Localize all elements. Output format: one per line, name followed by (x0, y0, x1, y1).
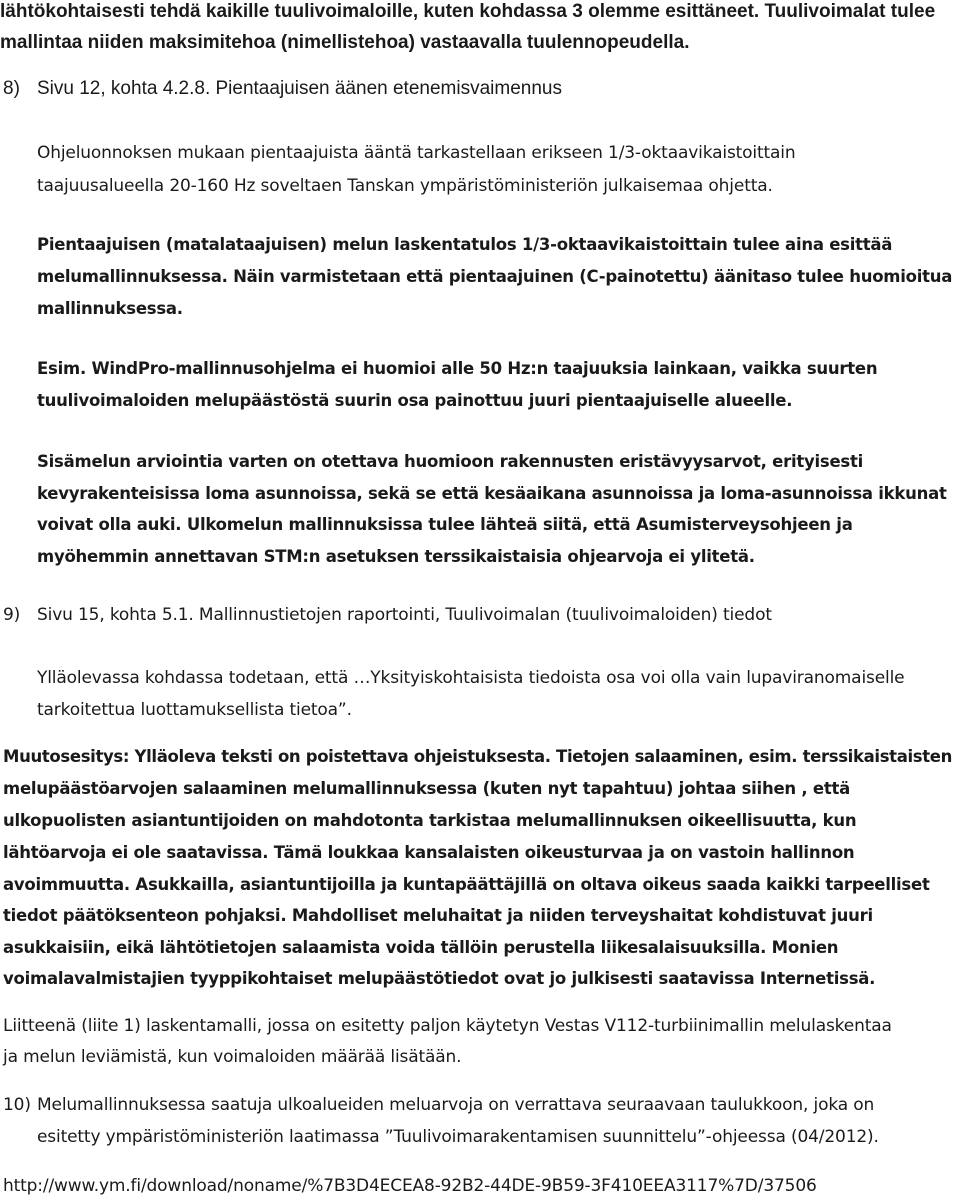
paragraph-line: Ohjeluonnoksen mukaan pientaajuista ääntä tarkastellaan erikseen 1/3-oktaavikaistoittain (37, 143, 796, 163)
paragraph-line: lähtöarvoja ei ole saatavissa. Tämä loukkaa kansalaisten oikeusturvaa ja on vastoin hallinnon (3, 843, 855, 862)
paragraph-line: Sisämelun arviointia varten on otettava huomioon rakennusten eristävyysarvot, erityisesti (37, 452, 864, 471)
paragraph-line: voimalavalmistajien tyyppikohtaiset melupäästötiedot ovat jo julkisesti saatavissa Internetissä. (3, 969, 876, 988)
paragraph-line: melupäästöarvojen salaaminen melumallinnuksessa (kuten nyt tapahtuu) johtaa siihen , että (3, 779, 850, 798)
list-number: 9) (3, 605, 21, 625)
paragraph-line: lähtökohtaisesti tehdä kaikille tuulivoimaloille, kuten kohdassa 3 olemme esittäneet. Tuulivoimalat tulee (0, 1, 936, 22)
paragraph-line: Pientaajuisen (matalataajuisen) melun laskentatulos 1/3-oktaavikaistoittain tulee aina esittää (37, 235, 893, 254)
list-number: 8) (3, 78, 20, 99)
paragraph-line: mallinnuksessa. (37, 299, 183, 318)
paragraph-line: Ylläolevassa kohdassa todetaan, että …Yksityiskohtaisista tiedoista osa voi olla vain lupaviranomaiselle (37, 668, 905, 688)
paragraph-line: Muutosesitys: Ylläoleva teksti on poistettava ohjeistuksesta. Tietojen salaaminen, esim. terssikaistaisten (3, 747, 953, 766)
paragraph-line: avoimmuutta. Asukkailla, asiantuntijoilla ja kuntapäättäjillä on oltava oikeus saada kaikki tarpeelliset (3, 875, 930, 894)
paragraph-line: esitetty ympäristöministeriön laatimassa ”Tuulivoimarakentamisen suunnittelu”-ohjeessa (04/2012). (37, 1127, 879, 1147)
url-link[interactable]: http://www.ym.fi/download/noname/%7B3D4ECEA8-92B2-44DE-9B59-3F410EEA3117%7D/37506 (3, 1176, 817, 1196)
section-heading: Melumallinnuksessa saatuja ulkoalueiden meluarvoja on verrattava seuraavaan taulukkoon, joka on (37, 1095, 875, 1115)
section-heading: Sivu 15, kohta 5.1. Mallinnustietojen raportointi, Tuulivoimalan (tuulivoimaloiden) tiedot (37, 605, 772, 625)
paragraph-line: taajuusalueella 20-160 Hz soveltaen Tanskan ympäristöministeriön julkaisemaa ohjetta. (37, 176, 773, 196)
section-heading: Sivu 12, kohta 4.2.8. Pientaajuisen äänen etenemisvaimennus (37, 78, 562, 99)
paragraph-line: myöhemmin annettavan STM:n asetuksen terssikaistaisia ohjearvoja ei ylitetä. (37, 547, 755, 566)
paragraph-line: tuulivoimaloiden melupäästöstä suurin osa painottuu juuri pientaajuiselle alueelle. (37, 391, 793, 410)
paragraph-line: tarkoitettua luottamuksellista tietoa”. (37, 700, 352, 720)
paragraph-line: ulkopuolisten asiantuntijoiden on mahdotonta tarkistaa melumallinnuksen oikeellisuutta, kun (3, 811, 857, 830)
paragraph-line: kevyrakenteisissa loma asunnoissa, sekä se että kesäaikana asunnoissa ja loma-asunnoissa ikkunat (37, 484, 947, 503)
paragraph-line: tiedot päätöksenteon pohjaksi. Mahdolliset meluhaitat ja niiden terveyshaitat kohdistuvat juuri (3, 906, 873, 925)
paragraph-line: melumallinnuksessa. Näin varmistetaan että pientaajuinen (C-painotettu) äänitaso tulee huomioitua (37, 267, 953, 286)
paragraph-line: Esim. WindPro-mallinnusohjelma ei huomioi alle 50 Hz:n taajuuksia lainkaan, vaikka suurten (37, 359, 878, 378)
paragraph-line: ja melun leviämistä, kun voimaloiden määrää lisätään. (3, 1047, 462, 1067)
list-number: 10) (3, 1095, 31, 1115)
paragraph-line: Liitteenä (liite 1) laskentamalli, jossa on esitetty paljon käytetyn Vestas V112-turbiinimallin melulaskentaa (3, 1016, 892, 1036)
paragraph-line: asukkaisiin, eikä lähtötietojen salaamista voida tällöin perustella liikesalaisuuksilla. Monien (3, 938, 839, 957)
paragraph-line: mallintaa niiden maksimitehoa (nimellistehoa) vastaavalla tuulennopeudella. (0, 32, 690, 53)
paragraph-line: voivat olla auki. Ulkomelun mallinnuksissa tulee lähteä siitä, että Asumisterveysohjeen ja (37, 515, 853, 534)
